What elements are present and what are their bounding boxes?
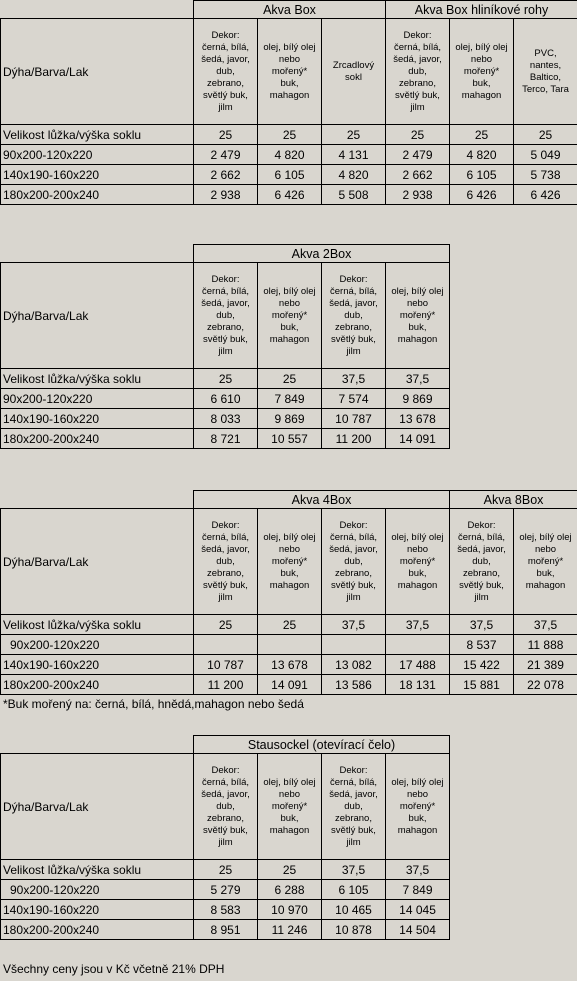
row-label: Velikost lůžka/výška soklu — [1, 125, 194, 145]
finish-header-line: mahagon — [269, 824, 310, 836]
finish-header-line: PVC, — [534, 47, 557, 59]
price-cell: 13 586 — [322, 675, 386, 695]
finish-header-line: dub, — [472, 555, 491, 567]
finish-header-line: černá, bílá, — [202, 531, 249, 543]
finish-header-line: buk, — [472, 77, 491, 89]
finish-header-line: zebrano, — [207, 812, 244, 824]
finish-header-line: zebrano, — [335, 812, 372, 824]
base-height-cell: 25 — [514, 125, 577, 145]
price-cell: 22 078 — [514, 675, 577, 695]
finish-header-line: jilm — [410, 101, 425, 113]
finish-header-line: mořený* — [399, 555, 436, 567]
finish-header — [194, 754, 258, 860]
finish-header-line: mahagon — [397, 333, 438, 345]
finish-header — [194, 263, 258, 369]
buk-footnote: *Buk mořený na: černá, bílá, hnědá,mahagon nebo šedá — [3, 697, 304, 711]
base-height-cell: 25 — [386, 125, 450, 145]
finish-header — [258, 263, 322, 369]
price-cell: 8 721 — [194, 429, 258, 449]
base-height-cell: 25 — [258, 860, 322, 880]
row-label: 90x200-120x220 — [1, 880, 194, 900]
finish-header-line: nantes, — [529, 59, 562, 71]
base-height-cell: 37,5 — [322, 615, 386, 635]
finish-header-line: dub, — [216, 555, 235, 567]
row-label: 90x200-120x220 — [1, 145, 194, 165]
price-cell: 4 820 — [450, 145, 514, 165]
price-row — [1, 429, 450, 449]
group-header: Stausockel (otevírací čelo) — [194, 736, 450, 754]
group-header: Akva Box — [194, 1, 386, 19]
finish-header-line: šedá, javor, — [201, 53, 250, 65]
finish-header-line: světlý buk, — [203, 333, 248, 345]
finish-header-line: jilm — [474, 591, 489, 603]
price-cell: 13 678 — [258, 655, 322, 675]
price-cell: 2 662 — [194, 165, 258, 185]
finish-header-line: šedá, javor, — [329, 788, 378, 800]
finish-header-line: zebrano, — [207, 567, 244, 579]
price-cell: 14 091 — [258, 675, 322, 695]
empty-corner — [1, 491, 194, 509]
finish-header-line: buk, — [280, 567, 299, 579]
finish-header-line: černá, bílá, — [330, 531, 377, 543]
base-height-cell: 37,5 — [386, 860, 450, 880]
price-cell: 6 610 — [194, 389, 258, 409]
finish-header-line: Dekor: — [467, 519, 496, 531]
price-cell: 9 869 — [258, 409, 322, 429]
base-height-cell: 25 — [258, 125, 322, 145]
price-cell: 7 849 — [386, 880, 450, 900]
finish-header-line: buk, — [408, 812, 427, 824]
finish-header-line: mořený* — [399, 800, 436, 812]
finish-header-line: buk, — [280, 812, 299, 824]
base-height-cell: 25 — [258, 369, 322, 389]
price-cell: 11 246 — [258, 920, 322, 940]
base-height-cell: 37,5 — [450, 615, 514, 635]
finish-header-line: zebrano, — [335, 567, 372, 579]
row-header: Dýha/Barva/Lak — [1, 509, 194, 615]
finish-header-line: mořený* — [271, 65, 308, 77]
price-cell: 10 787 — [194, 655, 258, 675]
price-cell — [322, 635, 386, 655]
finish-header-line: nebo — [278, 788, 301, 800]
price-cell: 4 820 — [322, 165, 386, 185]
group-header: Akva 8Box — [450, 491, 577, 509]
finish-header-line: jilm — [346, 591, 361, 603]
price-cell: 5 738 — [514, 165, 577, 185]
finish-header-line: mahagon — [525, 579, 566, 591]
row-label: 180x200-200x240 — [1, 429, 194, 449]
price-cell: 10 970 — [258, 900, 322, 920]
finish-header-line: buk, — [280, 77, 299, 89]
price-cell: 4 820 — [258, 145, 322, 165]
finish-header-line: šedá, javor, — [393, 53, 442, 65]
finish-header — [514, 19, 577, 125]
finish-header-line: mořený* — [271, 309, 308, 321]
finish-header — [258, 509, 322, 615]
finish-header-line: zebrano, — [335, 321, 372, 333]
row-label: 180x200-200x240 — [1, 185, 194, 205]
price-cell: 8 583 — [194, 900, 258, 920]
base-height-cell: 37,5 — [386, 615, 450, 635]
finish-header-line: světlý buk, — [395, 89, 440, 101]
price-cell: 5 508 — [322, 185, 386, 205]
price-cell: 5 279 — [194, 880, 258, 900]
finish-header-line: dub, — [216, 800, 235, 812]
finish-header-line: světlý buk, — [331, 579, 376, 591]
finish-header-line: jilm — [346, 345, 361, 357]
finish-header-line: jilm — [346, 836, 361, 848]
finish-header-line: Dekor: — [339, 764, 368, 776]
finish-header-line: mahagon — [269, 89, 310, 101]
price-row — [1, 409, 450, 429]
base-height-cell: 25 — [258, 615, 322, 635]
finish-header-line: šedá, javor, — [201, 297, 250, 309]
price-cell: 10 557 — [258, 429, 322, 449]
price-cell: 8 537 — [450, 635, 514, 655]
price-cell: 6 105 — [322, 880, 386, 900]
finish-header — [322, 754, 386, 860]
vat-footnote: Všechny ceny jsou v Kč včetně 21% DPH — [3, 962, 225, 976]
base-height-cell: 37,5 — [386, 369, 450, 389]
finish-header-line: dub, — [408, 65, 427, 77]
group-header-row — [1, 1, 577, 19]
finish-header-line: sokl — [345, 71, 362, 83]
finish-header — [386, 19, 450, 125]
price-row — [1, 165, 577, 185]
finish-header-line: dub, — [216, 309, 235, 321]
finish-header-line: olej, bílý olej — [455, 41, 508, 53]
price-table-stausockel — [0, 735, 450, 940]
finish-header — [194, 509, 258, 615]
price-cell: 15 422 — [450, 655, 514, 675]
price-cell: 6 426 — [450, 185, 514, 205]
finish-header-line: mořený* — [399, 309, 436, 321]
finish-header-line: Dekor: — [211, 273, 240, 285]
finish-header-line: olej, bílý olej — [391, 776, 444, 788]
finish-header-line: černá, bílá, — [202, 285, 249, 297]
finish-header-line: šedá, javor, — [457, 543, 506, 555]
finish-header-line: Zrcadlový — [332, 59, 375, 71]
row-label: 90x200-120x220 — [1, 635, 194, 655]
finish-header-line: světlý buk, — [459, 579, 504, 591]
finish-header — [514, 509, 577, 615]
finish-header — [258, 754, 322, 860]
finish-header-line: buk, — [280, 321, 299, 333]
price-cell: 10 878 — [322, 920, 386, 940]
finish-header-line: zebrano, — [399, 77, 436, 89]
price-cell: 2 938 — [194, 185, 258, 205]
finish-header-line: mořený* — [463, 65, 500, 77]
finish-header-line: černá, bílá, — [458, 531, 506, 543]
subheader-row — [1, 263, 450, 369]
finish-header-line: nebo — [278, 53, 301, 65]
row-label: 180x200-200x240 — [1, 675, 194, 695]
price-row — [1, 655, 577, 675]
finish-header — [450, 509, 514, 615]
price-cell: 7 574 — [322, 389, 386, 409]
finish-header-line: buk, — [408, 321, 427, 333]
empty-corner — [1, 736, 194, 754]
finish-header-line: černá, bílá, — [202, 41, 249, 53]
price-cell: 10 787 — [322, 409, 386, 429]
finish-header-line: zebrano, — [207, 77, 244, 89]
price-cell: 2 479 — [194, 145, 258, 165]
row-label: Velikost lůžka/výška soklu — [1, 615, 194, 635]
row-label: 140x190-160x220 — [1, 900, 194, 920]
base-height-cell: 37,5 — [322, 369, 386, 389]
size-height-row — [1, 860, 450, 880]
price-cell: 6 105 — [450, 165, 514, 185]
price-cell: 11 200 — [322, 429, 386, 449]
row-header: Dýha/Barva/Lak — [1, 754, 194, 860]
finish-header-line: Dekor: — [211, 519, 240, 531]
empty-corner — [1, 245, 194, 263]
price-cell: 18 131 — [386, 675, 450, 695]
finish-header-line: nebo — [278, 297, 301, 309]
finish-header-line: světlý buk, — [203, 89, 248, 101]
price-cell: 7 849 — [258, 389, 322, 409]
price-row — [1, 880, 450, 900]
finish-header-line: olej, bílý olej — [263, 776, 316, 788]
group-header: Akva 4Box — [194, 491, 450, 509]
price-table-akva-2box — [0, 244, 450, 449]
price-cell — [386, 635, 450, 655]
price-cell: 8 033 — [194, 409, 258, 429]
price-cell: 14 045 — [386, 900, 450, 920]
empty-corner — [1, 1, 194, 19]
finish-header-line: černá, bílá, — [330, 776, 377, 788]
finish-header — [322, 263, 386, 369]
finish-header — [322, 509, 386, 615]
price-cell: 8 951 — [194, 920, 258, 940]
base-height-cell: 25 — [194, 615, 258, 635]
finish-header — [386, 509, 450, 615]
finish-header-line: dub, — [344, 555, 363, 567]
group-header: Akva Box hliníkové rohy — [386, 1, 577, 19]
finish-header-line: černá, bílá, — [394, 41, 441, 53]
finish-header-line: mahagon — [461, 89, 502, 101]
row-label: 140x190-160x220 — [1, 165, 194, 185]
finish-header-line: olej, bílý olej — [391, 531, 444, 543]
price-cell: 4 131 — [322, 145, 386, 165]
finish-header-line: nebo — [278, 543, 301, 555]
finish-header-line: olej, bílý olej — [391, 285, 444, 297]
price-cell: 11 888 — [514, 635, 577, 655]
price-cell — [258, 635, 322, 655]
size-height-row — [1, 369, 450, 389]
finish-header-line: světlý buk, — [331, 333, 376, 345]
price-cell: 14 504 — [386, 920, 450, 940]
price-cell: 9 869 — [386, 389, 450, 409]
finish-header-line: zebrano, — [463, 567, 500, 579]
price-row — [1, 145, 577, 165]
base-height-cell: 25 — [322, 125, 386, 145]
finish-header-line: Terco, Tara — [522, 83, 569, 95]
price-cell: 2 938 — [386, 185, 450, 205]
row-label: 140x190-160x220 — [1, 409, 194, 429]
finish-header-line: olej, bílý olej — [263, 531, 316, 543]
price-row — [1, 900, 450, 920]
finish-header-line: jilm — [218, 591, 233, 603]
finish-header-line: olej, bílý olej — [263, 285, 316, 297]
finish-header-line: Dekor: — [403, 29, 432, 41]
row-header: Dýha/Barva/Lak — [1, 263, 194, 369]
finish-header-line: Dekor: — [211, 764, 240, 776]
group-header-row — [1, 245, 450, 263]
size-height-row — [1, 615, 577, 635]
price-cell: 21 389 — [514, 655, 577, 675]
base-height-cell: 25 — [194, 369, 258, 389]
finish-header-line: mořený* — [271, 555, 308, 567]
subheader-row — [1, 19, 577, 125]
finish-header-line: mahagon — [269, 333, 310, 345]
finish-header-line: šedá, javor, — [201, 543, 250, 555]
row-label: 90x200-120x220 — [1, 389, 194, 409]
price-table-akva-4box-8box — [0, 490, 577, 695]
finish-header-line: Dekor: — [211, 29, 240, 41]
finish-header — [322, 19, 386, 125]
price-table-akva-box — [0, 0, 577, 205]
price-cell: 17 488 — [386, 655, 450, 675]
finish-header-line: nebo — [406, 297, 429, 309]
finish-header — [450, 19, 514, 125]
base-height-cell: 37,5 — [322, 860, 386, 880]
price-cell: 6 426 — [258, 185, 322, 205]
row-header: Dýha/Barva/Lak — [1, 19, 194, 125]
finish-header-line: Dekor: — [339, 519, 368, 531]
price-cell: 13 678 — [386, 409, 450, 429]
finish-header-line: nebo — [406, 543, 429, 555]
finish-header-line: jilm — [218, 836, 233, 848]
finish-header-line: Dekor: — [339, 273, 368, 285]
base-height-cell: 25 — [194, 125, 258, 145]
finish-header-line: nebo — [406, 788, 429, 800]
finish-header-line: nebo — [534, 543, 557, 555]
finish-header-line: světlý buk, — [203, 579, 248, 591]
base-height-cell: 37,5 — [514, 615, 577, 635]
price-cell: 11 200 — [194, 675, 258, 695]
price-cell: 10 465 — [322, 900, 386, 920]
finish-header-line: buk, — [536, 567, 555, 579]
finish-header — [386, 263, 450, 369]
row-label: Velikost lůžka/výška soklu — [1, 860, 194, 880]
subheader-row — [1, 754, 450, 860]
finish-header-line: světlý buk, — [203, 824, 248, 836]
finish-header-line: černá, bílá, — [202, 776, 249, 788]
finish-header-line: šedá, javor, — [201, 788, 250, 800]
price-cell: 6 426 — [514, 185, 577, 205]
group-header-row — [1, 736, 450, 754]
finish-header — [258, 19, 322, 125]
price-cell — [194, 635, 258, 655]
price-cell: 15 881 — [450, 675, 514, 695]
finish-header-line: dub, — [344, 309, 363, 321]
finish-header-line: mahagon — [269, 579, 310, 591]
row-label: 180x200-200x240 — [1, 920, 194, 940]
subheader-row — [1, 509, 577, 615]
finish-header-line: olej, bílý olej — [263, 41, 316, 53]
price-cell: 2 479 — [386, 145, 450, 165]
group-header: Akva 2Box — [194, 245, 450, 263]
finish-header-line: zebrano, — [207, 321, 244, 333]
price-cell: 5 049 — [514, 145, 577, 165]
finish-header-line: buk, — [408, 567, 427, 579]
finish-header-line: nebo — [470, 53, 493, 65]
price-cell: 2 662 — [386, 165, 450, 185]
finish-header-line: světlý buk, — [331, 824, 376, 836]
base-height-cell: 25 — [194, 860, 258, 880]
finish-header — [386, 754, 450, 860]
finish-header-line: jilm — [218, 345, 233, 357]
price-row — [1, 635, 577, 655]
finish-header-line: mahagon — [397, 824, 438, 836]
price-row — [1, 675, 577, 695]
price-row — [1, 389, 450, 409]
finish-header-line: mořený* — [527, 555, 564, 567]
finish-header-line: dub, — [344, 800, 363, 812]
row-label: 140x190-160x220 — [1, 655, 194, 675]
finish-header-line: černá, bílá, — [330, 285, 377, 297]
price-row — [1, 920, 450, 940]
finish-header-line: šedá, javor, — [329, 543, 378, 555]
price-row — [1, 185, 577, 205]
size-height-row — [1, 125, 577, 145]
group-header-row — [1, 491, 577, 509]
price-cell: 6 288 — [258, 880, 322, 900]
finish-header — [194, 19, 258, 125]
finish-header-line: jilm — [218, 101, 233, 113]
finish-header-line: Baltico, — [529, 71, 562, 83]
price-cell: 13 082 — [322, 655, 386, 675]
finish-header-line: dub, — [216, 65, 235, 77]
base-height-cell: 25 — [450, 125, 514, 145]
finish-header-line: šedá, javor, — [329, 297, 378, 309]
price-cell: 14 091 — [386, 429, 450, 449]
finish-header-line: olej, bílý olej — [519, 531, 572, 543]
finish-header-line: mahagon — [397, 579, 438, 591]
finish-header-line: mořený* — [271, 800, 308, 812]
row-label: Velikost lůžka/výška soklu — [1, 369, 194, 389]
price-cell: 6 105 — [258, 165, 322, 185]
